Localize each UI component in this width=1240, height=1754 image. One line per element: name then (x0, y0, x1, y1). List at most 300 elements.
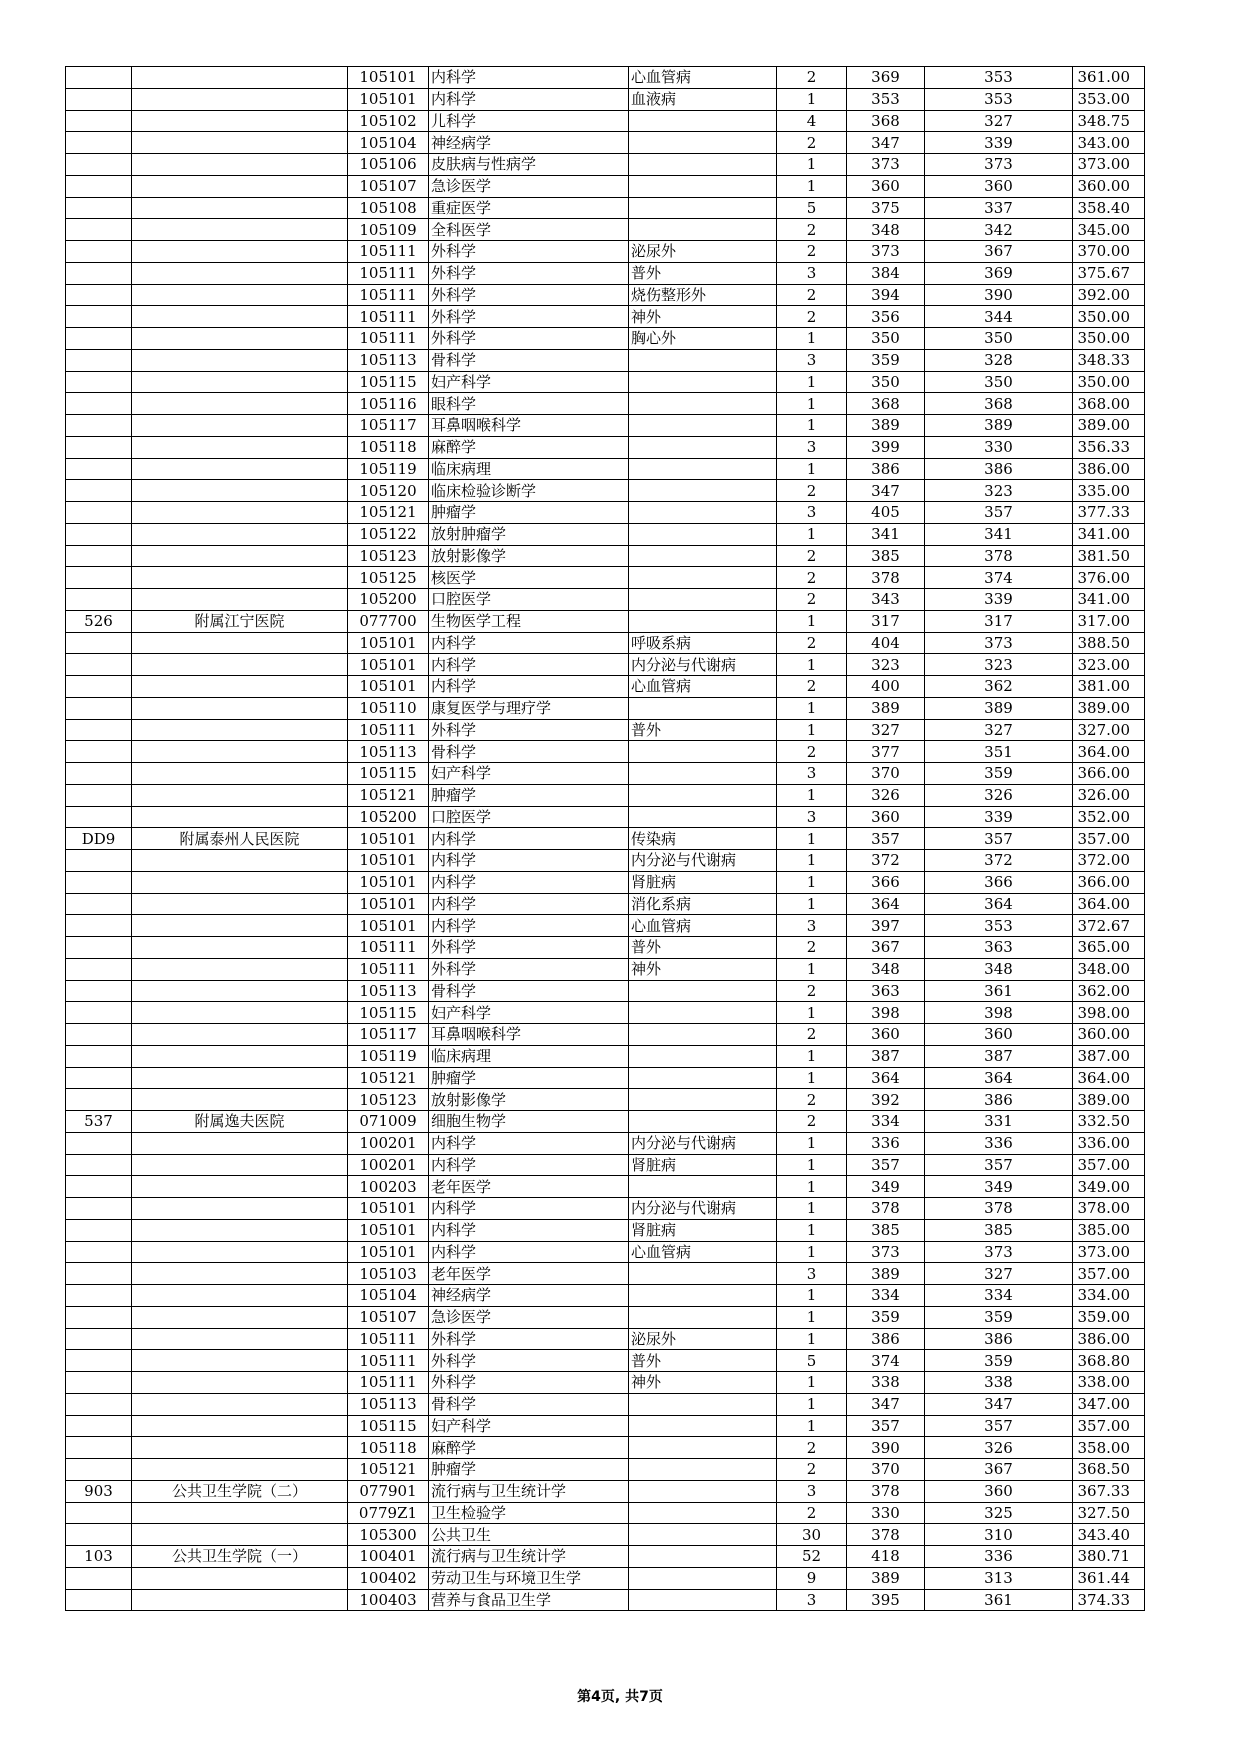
unit-name-cell (132, 1045, 348, 1067)
count-cell: 2 (777, 1111, 847, 1133)
major-name-cell: 口腔医学 (429, 589, 629, 611)
count-cell: 2 (777, 219, 847, 241)
major-code-cell: 105115 (348, 763, 429, 785)
max-score-cell: 323 (847, 654, 925, 676)
major-name-cell: 放射肿瘤学 (429, 523, 629, 545)
major-code-cell: 105300 (348, 1524, 429, 1546)
table-row (66, 1415, 1145, 1437)
avg-score-cell: 381.50 (1073, 545, 1145, 567)
table-row (66, 1219, 1145, 1241)
count-cell: 1 (777, 1198, 847, 1220)
avg-score-cell: 373.00 (1073, 1241, 1145, 1263)
unit-name-cell (132, 436, 348, 458)
unit-code-cell (66, 1176, 132, 1198)
direction-cell (629, 610, 777, 632)
unit-name-cell (132, 784, 348, 806)
unit-code-cell (66, 436, 132, 458)
unit-code-cell (66, 1328, 132, 1350)
major-code-cell: 105101 (348, 1219, 429, 1241)
unit-code-cell (66, 676, 132, 698)
min-score-cell: 360 (925, 1024, 1073, 1046)
major-code-cell: 105111 (348, 306, 429, 328)
count-cell: 1 (777, 1372, 847, 1394)
direction-cell (629, 197, 777, 219)
count-cell: 1 (777, 1241, 847, 1263)
min-score-cell: 364 (925, 893, 1073, 915)
min-score-cell: 378 (925, 545, 1073, 567)
major-code-cell: 105125 (348, 567, 429, 589)
major-code-cell: 105107 (348, 175, 429, 197)
major-name-cell: 内科学 (429, 632, 629, 654)
unit-name-cell (132, 893, 348, 915)
major-name-cell: 肿瘤学 (429, 1459, 629, 1481)
direction-cell: 消化系病 (629, 893, 777, 915)
major-code-cell: 105121 (348, 1459, 429, 1481)
unit-code-cell (66, 545, 132, 567)
avg-score-cell: 361.44 (1073, 1567, 1145, 1589)
table-row (66, 632, 1145, 654)
max-score-cell: 368 (847, 110, 925, 132)
unit-name-cell (132, 719, 348, 741)
max-score-cell: 360 (847, 806, 925, 828)
direction-cell (629, 697, 777, 719)
unit-name-cell (132, 589, 348, 611)
unit-name-cell (132, 545, 348, 567)
unit-name-cell: 附属泰州人民医院 (132, 828, 348, 850)
major-code-cell: 077700 (348, 610, 429, 632)
table-row (66, 393, 1145, 415)
major-name-cell: 外科学 (429, 1350, 629, 1372)
avg-score-cell: 370.00 (1073, 241, 1145, 263)
min-score-cell: 386 (925, 1089, 1073, 1111)
unit-name-cell (132, 262, 348, 284)
max-score-cell: 378 (847, 567, 925, 589)
unit-code-cell (66, 567, 132, 589)
major-code-cell: 105104 (348, 1285, 429, 1307)
major-name-cell: 外科学 (429, 937, 629, 959)
min-score-cell: 341 (925, 523, 1073, 545)
major-name-cell: 内科学 (429, 676, 629, 698)
table-row (66, 980, 1145, 1002)
major-name-cell: 内科学 (429, 1219, 629, 1241)
table-row (66, 1241, 1145, 1263)
max-score-cell: 389 (847, 1567, 925, 1589)
unit-name-cell (132, 1241, 348, 1263)
table-row (66, 1306, 1145, 1328)
unit-code-cell (66, 1024, 132, 1046)
unit-name-cell (132, 132, 348, 154)
min-score-cell: 389 (925, 415, 1073, 437)
count-cell: 3 (777, 262, 847, 284)
avg-score-cell: 366.00 (1073, 763, 1145, 785)
min-score-cell: 336 (925, 1132, 1073, 1154)
major-name-cell: 内科学 (429, 67, 629, 89)
avg-score-cell: 326.00 (1073, 784, 1145, 806)
min-score-cell: 360 (925, 1480, 1073, 1502)
major-code-cell: 105113 (348, 349, 429, 371)
direction-cell: 内分泌与代谢病 (629, 1198, 777, 1220)
table-row (66, 937, 1145, 959)
major-code-cell: 105118 (348, 1437, 429, 1459)
max-score-cell: 350 (847, 371, 925, 393)
major-code-cell: 100201 (348, 1132, 429, 1154)
unit-name-cell (132, 850, 348, 872)
avg-score-cell: 347.00 (1073, 1393, 1145, 1415)
unit-name-cell: 附属逸夫医院 (132, 1111, 348, 1133)
unit-code-cell (66, 1502, 132, 1524)
major-code-cell: 105111 (348, 958, 429, 980)
count-cell: 2 (777, 545, 847, 567)
table-row (66, 1132, 1145, 1154)
major-name-cell: 骨科学 (429, 349, 629, 371)
avg-score-cell: 358.00 (1073, 1437, 1145, 1459)
major-name-cell: 妇产科学 (429, 371, 629, 393)
page-number: 第4页, 共7页 (577, 1689, 663, 1705)
max-score-cell: 387 (847, 1045, 925, 1067)
unit-name-cell (132, 937, 348, 959)
direction-cell (629, 1415, 777, 1437)
major-name-cell: 内科学 (429, 850, 629, 872)
direction-cell (629, 349, 777, 371)
unit-name-cell (132, 1524, 348, 1546)
table-row (66, 284, 1145, 306)
table-row (66, 219, 1145, 241)
direction-cell: 心血管病 (629, 915, 777, 937)
min-score-cell: 349 (925, 1176, 1073, 1198)
max-score-cell: 375 (847, 197, 925, 219)
min-score-cell: 339 (925, 806, 1073, 828)
unit-name-cell (132, 980, 348, 1002)
avg-score-cell: 378.00 (1073, 1198, 1145, 1220)
min-score-cell: 353 (925, 67, 1073, 89)
direction-cell (629, 784, 777, 806)
table-row (66, 589, 1145, 611)
count-cell: 1 (777, 1285, 847, 1307)
count-cell: 2 (777, 741, 847, 763)
major-name-cell: 营养与食品卫生学 (429, 1589, 629, 1611)
min-score-cell: 357 (925, 502, 1073, 524)
table-row (66, 1024, 1145, 1046)
unit-name-cell (132, 523, 348, 545)
direction-cell (629, 741, 777, 763)
major-name-cell: 核医学 (429, 567, 629, 589)
avg-score-cell: 350.00 (1073, 306, 1145, 328)
direction-cell: 呼吸系病 (629, 632, 777, 654)
unit-name-cell (132, 393, 348, 415)
table-row (66, 850, 1145, 872)
direction-cell: 心血管病 (629, 1241, 777, 1263)
table-row (66, 1067, 1145, 1089)
count-cell: 2 (777, 937, 847, 959)
count-cell: 3 (777, 763, 847, 785)
min-score-cell: 348 (925, 958, 1073, 980)
major-name-cell: 流行病与卫生统计学 (429, 1546, 629, 1568)
major-code-cell: 105117 (348, 415, 429, 437)
count-cell: 1 (777, 871, 847, 893)
table-row (66, 88, 1145, 110)
direction-cell (629, 1045, 777, 1067)
max-score-cell: 353 (847, 88, 925, 110)
unit-code-cell (66, 1219, 132, 1241)
major-code-cell: 105101 (348, 915, 429, 937)
avg-score-cell: 327.50 (1073, 1502, 1145, 1524)
max-score-cell: 395 (847, 1589, 925, 1611)
table-row (66, 1546, 1145, 1568)
direction-cell (629, 545, 777, 567)
max-score-cell: 359 (847, 349, 925, 371)
unit-code-cell (66, 284, 132, 306)
max-score-cell: 378 (847, 1198, 925, 1220)
avg-score-cell: 385.00 (1073, 1219, 1145, 1241)
min-score-cell: 353 (925, 88, 1073, 110)
count-cell: 3 (777, 349, 847, 371)
count-cell: 2 (777, 67, 847, 89)
max-score-cell: 338 (847, 1372, 925, 1394)
direction-cell (629, 110, 777, 132)
min-score-cell: 323 (925, 654, 1073, 676)
table-row (66, 893, 1145, 915)
count-cell: 3 (777, 915, 847, 937)
major-code-cell: 105115 (348, 371, 429, 393)
count-cell: 1 (777, 1306, 847, 1328)
min-score-cell: 339 (925, 132, 1073, 154)
count-cell: 1 (777, 1176, 847, 1198)
unit-name-cell (132, 806, 348, 828)
table-row (66, 1198, 1145, 1220)
unit-code-cell (66, 197, 132, 219)
min-score-cell: 339 (925, 589, 1073, 611)
unit-name-cell (132, 763, 348, 785)
min-score-cell: 357 (925, 828, 1073, 850)
unit-code-cell (66, 458, 132, 480)
unit-code-cell (66, 1241, 132, 1263)
direction-cell (629, 1546, 777, 1568)
major-name-cell: 肿瘤学 (429, 784, 629, 806)
major-name-cell: 外科学 (429, 1328, 629, 1350)
major-name-cell: 全科医学 (429, 219, 629, 241)
max-score-cell: 390 (847, 1437, 925, 1459)
max-score-cell: 405 (847, 502, 925, 524)
direction-cell: 心血管病 (629, 676, 777, 698)
table-row (66, 523, 1145, 545)
direction-cell (629, 393, 777, 415)
unit-name-cell (132, 654, 348, 676)
direction-cell: 肾脏病 (629, 871, 777, 893)
avg-score-cell: 343.00 (1073, 132, 1145, 154)
major-code-cell: 105104 (348, 132, 429, 154)
major-code-cell: 105111 (348, 719, 429, 741)
unit-name-cell (132, 1437, 348, 1459)
avg-score-cell: 341.00 (1073, 523, 1145, 545)
min-score-cell: 367 (925, 241, 1073, 263)
major-name-cell: 眼科学 (429, 393, 629, 415)
max-score-cell: 326 (847, 784, 925, 806)
min-score-cell: 359 (925, 1350, 1073, 1372)
min-score-cell: 373 (925, 632, 1073, 654)
major-code-cell: 105101 (348, 1241, 429, 1263)
direction-cell (629, 1111, 777, 1133)
unit-code-cell (66, 110, 132, 132)
max-score-cell: 370 (847, 1459, 925, 1481)
unit-code-cell (66, 741, 132, 763)
max-score-cell: 386 (847, 458, 925, 480)
major-code-cell: 105115 (348, 1002, 429, 1024)
count-cell: 2 (777, 306, 847, 328)
min-score-cell: 350 (925, 371, 1073, 393)
min-score-cell: 361 (925, 1589, 1073, 1611)
unit-code-cell (66, 371, 132, 393)
unit-name-cell (132, 567, 348, 589)
table-row (66, 349, 1145, 371)
direction-cell (629, 523, 777, 545)
major-code-cell: 105123 (348, 545, 429, 567)
unit-code-cell (66, 1350, 132, 1372)
min-score-cell: 351 (925, 741, 1073, 763)
direction-cell (629, 1480, 777, 1502)
major-name-cell: 骨科学 (429, 1393, 629, 1415)
table-row (66, 110, 1145, 132)
count-cell: 5 (777, 197, 847, 219)
major-name-cell: 康复医学与理疗学 (429, 697, 629, 719)
major-code-cell: 105103 (348, 1263, 429, 1285)
unit-code-cell (66, 328, 132, 350)
major-name-cell: 耳鼻咽喉科学 (429, 415, 629, 437)
major-name-cell: 耳鼻咽喉科学 (429, 1024, 629, 1046)
count-cell: 9 (777, 1567, 847, 1589)
direction-cell: 普外 (629, 262, 777, 284)
unit-code-cell (66, 654, 132, 676)
direction-cell (629, 480, 777, 502)
direction-cell (629, 132, 777, 154)
table-row (66, 719, 1145, 741)
max-score-cell: 357 (847, 1415, 925, 1437)
major-code-cell: 077901 (348, 1480, 429, 1502)
table-row (66, 436, 1145, 458)
unit-code-cell (66, 1524, 132, 1546)
unit-code-cell (66, 219, 132, 241)
min-score-cell: 328 (925, 349, 1073, 371)
major-name-cell: 口腔医学 (429, 806, 629, 828)
major-name-cell: 内科学 (429, 88, 629, 110)
major-name-cell: 临床病理 (429, 458, 629, 480)
avg-score-cell: 360.00 (1073, 1024, 1145, 1046)
major-name-cell: 内科学 (429, 871, 629, 893)
table-row (66, 1502, 1145, 1524)
unit-code-cell (66, 415, 132, 437)
major-code-cell: 105101 (348, 893, 429, 915)
direction-cell: 烧伤整形外 (629, 284, 777, 306)
major-code-cell: 105101 (348, 871, 429, 893)
unit-code-cell (66, 1589, 132, 1611)
table-row (66, 871, 1145, 893)
direction-cell (629, 502, 777, 524)
unit-name-cell (132, 1285, 348, 1307)
min-score-cell: 317 (925, 610, 1073, 632)
max-score-cell: 327 (847, 719, 925, 741)
unit-code-cell (66, 480, 132, 502)
count-cell: 1 (777, 893, 847, 915)
major-name-cell: 骨科学 (429, 980, 629, 1002)
max-score-cell: 389 (847, 697, 925, 719)
unit-name-cell (132, 371, 348, 393)
direction-cell (629, 175, 777, 197)
direction-cell (629, 1393, 777, 1415)
max-score-cell: 394 (847, 284, 925, 306)
avg-score-cell: 343.40 (1073, 1524, 1145, 1546)
unit-code-cell (66, 132, 132, 154)
direction-cell: 普外 (629, 1350, 777, 1372)
max-score-cell: 357 (847, 1154, 925, 1176)
count-cell: 2 (777, 284, 847, 306)
direction-cell: 肾脏病 (629, 1154, 777, 1176)
table-row (66, 371, 1145, 393)
major-name-cell: 内科学 (429, 828, 629, 850)
major-name-cell: 妇产科学 (429, 1002, 629, 1024)
min-score-cell: 363 (925, 937, 1073, 959)
max-score-cell: 372 (847, 850, 925, 872)
major-name-cell: 老年医学 (429, 1263, 629, 1285)
min-score-cell: 350 (925, 328, 1073, 350)
max-score-cell: 348 (847, 219, 925, 241)
table-row (66, 306, 1145, 328)
major-name-cell: 流行病与卫生统计学 (429, 1480, 629, 1502)
major-code-cell: 105200 (348, 589, 429, 611)
avg-score-cell: 389.00 (1073, 415, 1145, 437)
unit-name-cell (132, 480, 348, 502)
avg-score-cell: 353.00 (1073, 88, 1145, 110)
min-score-cell: 369 (925, 262, 1073, 284)
table-row (66, 1589, 1145, 1611)
unit-name-cell (132, 1393, 348, 1415)
unit-name-cell (132, 1132, 348, 1154)
direction-cell (629, 1306, 777, 1328)
unit-name-cell (132, 1198, 348, 1220)
major-name-cell: 妇产科学 (429, 763, 629, 785)
unit-code-cell (66, 306, 132, 328)
major-name-cell: 急诊医学 (429, 1306, 629, 1328)
direction-cell: 胸心外 (629, 328, 777, 350)
count-cell: 1 (777, 1328, 847, 1350)
count-cell: 1 (777, 850, 847, 872)
min-score-cell: 359 (925, 1306, 1073, 1328)
unit-name-cell (132, 1328, 348, 1350)
count-cell: 3 (777, 1263, 847, 1285)
unit-code-cell (66, 893, 132, 915)
max-score-cell: 366 (847, 871, 925, 893)
direction-cell (629, 1089, 777, 1111)
table-row (66, 67, 1145, 89)
table-row (66, 1480, 1145, 1502)
avg-score-cell: 338.00 (1073, 1372, 1145, 1394)
direction-cell (629, 371, 777, 393)
avg-score-cell: 364.00 (1073, 1067, 1145, 1089)
table-row (66, 915, 1145, 937)
unit-code-cell (66, 850, 132, 872)
unit-name-cell (132, 915, 348, 937)
unit-code-cell (66, 784, 132, 806)
min-score-cell: 390 (925, 284, 1073, 306)
unit-name-cell (132, 502, 348, 524)
max-score-cell: 374 (847, 1350, 925, 1372)
major-name-cell: 内科学 (429, 893, 629, 915)
major-name-cell: 骨科学 (429, 741, 629, 763)
direction-cell: 泌尿外 (629, 241, 777, 263)
avg-score-cell: 357.00 (1073, 1263, 1145, 1285)
count-cell: 1 (777, 1002, 847, 1024)
major-code-cell: 105200 (348, 806, 429, 828)
count-cell: 1 (777, 1132, 847, 1154)
direction-cell (629, 415, 777, 437)
